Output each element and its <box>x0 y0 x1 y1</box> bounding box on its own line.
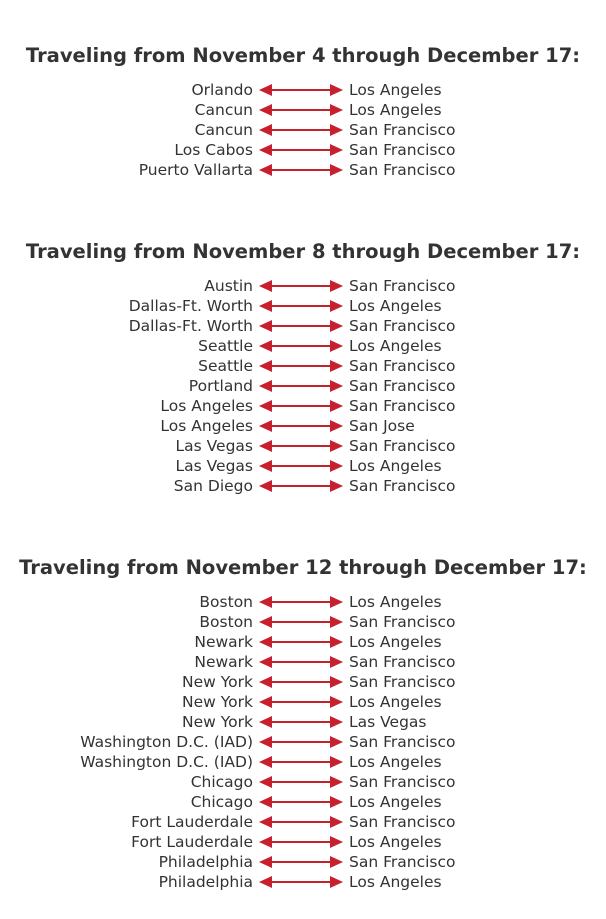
double-headed-arrow-icon <box>259 143 343 157</box>
destination-city: Los Angeles <box>349 457 442 475</box>
double-headed-arrow-icon <box>259 835 343 849</box>
route-row <box>0 872 606 892</box>
route-list <box>0 80 606 180</box>
double-headed-arrow-icon <box>259 279 343 293</box>
destination-city: San Francisco <box>349 773 456 791</box>
destination-city: San Francisco <box>349 813 456 831</box>
route-row <box>0 436 606 456</box>
route-row <box>0 316 606 336</box>
double-headed-arrow-icon <box>259 875 343 889</box>
double-headed-arrow-icon <box>259 795 343 809</box>
destination-city: San Francisco <box>349 121 456 139</box>
origin-city: Newark <box>194 653 253 671</box>
origin-city: New York <box>182 693 253 711</box>
destination-city: Los Angeles <box>349 693 442 711</box>
double-headed-arrow-icon <box>259 595 343 609</box>
route-row <box>0 672 606 692</box>
route-row <box>0 356 606 376</box>
route-row <box>0 160 606 180</box>
route-row <box>0 612 606 632</box>
double-headed-arrow-icon <box>259 479 343 493</box>
destination-city: Los Angeles <box>349 633 442 651</box>
route-row <box>0 772 606 792</box>
origin-city: Fort Lauderdale <box>131 833 253 851</box>
origin-city: Boston <box>199 613 253 631</box>
route-section <box>0 240 606 496</box>
double-headed-arrow-icon <box>259 439 343 453</box>
route-row <box>0 812 606 832</box>
origin-city: Orlando <box>191 81 253 99</box>
origin-city: San Diego <box>173 477 253 495</box>
route-row <box>0 732 606 752</box>
origin-city: Seattle <box>198 337 253 355</box>
double-headed-arrow-icon <box>259 123 343 137</box>
route-row <box>0 140 606 160</box>
destination-city: Los Angeles <box>349 81 442 99</box>
route-row <box>0 652 606 672</box>
destination-city: San Francisco <box>349 477 456 495</box>
route-row <box>0 80 606 100</box>
origin-city: Las Vegas <box>175 437 253 455</box>
double-headed-arrow-icon <box>259 775 343 789</box>
double-headed-arrow-icon <box>259 459 343 473</box>
origin-city: Philadelphia <box>158 873 253 891</box>
origin-city: New York <box>182 713 253 731</box>
double-headed-arrow-icon <box>259 419 343 433</box>
destination-city: Los Angeles <box>349 101 442 119</box>
destination-city: San Francisco <box>349 673 456 691</box>
destination-city: San Francisco <box>349 733 456 751</box>
destination-city: Los Angeles <box>349 593 442 611</box>
double-headed-arrow-icon <box>259 815 343 829</box>
double-headed-arrow-icon <box>259 163 343 177</box>
double-headed-arrow-icon <box>259 615 343 629</box>
section-title: Traveling from November 4 through December 17: <box>25 44 581 67</box>
origin-city: Cancun <box>194 121 253 139</box>
destination-city: Los Angeles <box>349 337 442 355</box>
origin-city: Los Angeles <box>160 417 253 435</box>
origin-city: Puerto Vallarta <box>138 161 253 179</box>
route-row <box>0 712 606 732</box>
route-row <box>0 692 606 712</box>
route-row <box>0 336 606 356</box>
route-row <box>0 592 606 612</box>
double-headed-arrow-icon <box>259 399 343 413</box>
route-row <box>0 752 606 772</box>
origin-city: Las Vegas <box>175 457 253 475</box>
origin-city: Boston <box>199 593 253 611</box>
double-headed-arrow-icon <box>259 359 343 373</box>
route-row <box>0 792 606 812</box>
double-headed-arrow-icon <box>259 339 343 353</box>
route-row <box>0 416 606 436</box>
origin-city: Cancun <box>194 101 253 119</box>
route-row <box>0 100 606 120</box>
origin-city: Newark <box>194 633 253 651</box>
destination-city: San Francisco <box>349 141 456 159</box>
double-headed-arrow-icon <box>259 755 343 769</box>
destination-city: San Francisco <box>349 853 456 871</box>
double-headed-arrow-icon <box>259 379 343 393</box>
destination-city: Los Angeles <box>349 753 442 771</box>
route-row <box>0 852 606 872</box>
route-list <box>0 276 606 496</box>
origin-city: Austin <box>204 277 253 295</box>
destination-city: Los Angeles <box>349 297 442 315</box>
route-row <box>0 476 606 496</box>
destination-city: San Francisco <box>349 437 456 455</box>
double-headed-arrow-icon <box>259 675 343 689</box>
destination-city: San Francisco <box>349 357 456 375</box>
section-title: Traveling from November 8 through December 17: <box>25 240 581 263</box>
double-headed-arrow-icon <box>259 299 343 313</box>
origin-city: Philadelphia <box>158 853 253 871</box>
route-row <box>0 376 606 396</box>
destination-city: San Francisco <box>349 317 456 335</box>
origin-city: Portland <box>188 377 253 395</box>
destination-city: Los Angeles <box>349 833 442 851</box>
origin-city: Chicago <box>190 773 253 791</box>
destination-city: Las Vegas <box>349 713 427 731</box>
destination-city: San Francisco <box>349 277 456 295</box>
origin-city: Fort Lauderdale <box>131 813 253 831</box>
route-row <box>0 632 606 652</box>
double-headed-arrow-icon <box>259 319 343 333</box>
origin-city: Dallas-Ft. Worth <box>128 317 253 335</box>
destination-city: San Francisco <box>349 613 456 631</box>
origin-city: New York <box>182 673 253 691</box>
destination-city: San Francisco <box>349 397 456 415</box>
route-section <box>0 44 606 180</box>
route-row <box>0 832 606 852</box>
destination-city: San Jose <box>349 417 415 435</box>
double-headed-arrow-icon <box>259 695 343 709</box>
double-headed-arrow-icon <box>259 735 343 749</box>
double-headed-arrow-icon <box>259 655 343 669</box>
origin-city: Los Angeles <box>160 397 253 415</box>
destination-city: Los Angeles <box>349 793 442 811</box>
route-row <box>0 296 606 316</box>
route-row <box>0 276 606 296</box>
section-title: Traveling from November 12 through December 17: <box>19 556 587 579</box>
destination-city: San Francisco <box>349 653 456 671</box>
destination-city: San Francisco <box>349 161 456 179</box>
origin-city: Seattle <box>198 357 253 375</box>
origin-city: Los Cabos <box>174 141 253 159</box>
double-headed-arrow-icon <box>259 103 343 117</box>
origin-city: Chicago <box>190 793 253 811</box>
destination-city: San Francisco <box>349 377 456 395</box>
origin-city: Dallas-Ft. Worth <box>128 297 253 315</box>
double-headed-arrow-icon <box>259 83 343 97</box>
double-headed-arrow-icon <box>259 855 343 869</box>
origin-city: Washington D.C. (IAD) <box>80 733 253 751</box>
double-headed-arrow-icon <box>259 635 343 649</box>
route-list <box>0 592 606 892</box>
route-row <box>0 120 606 140</box>
route-row <box>0 456 606 476</box>
route-row <box>0 396 606 416</box>
destination-city: Los Angeles <box>349 873 442 891</box>
origin-city: Washington D.C. (IAD) <box>80 753 253 771</box>
route-section <box>0 556 606 892</box>
double-headed-arrow-icon <box>259 715 343 729</box>
